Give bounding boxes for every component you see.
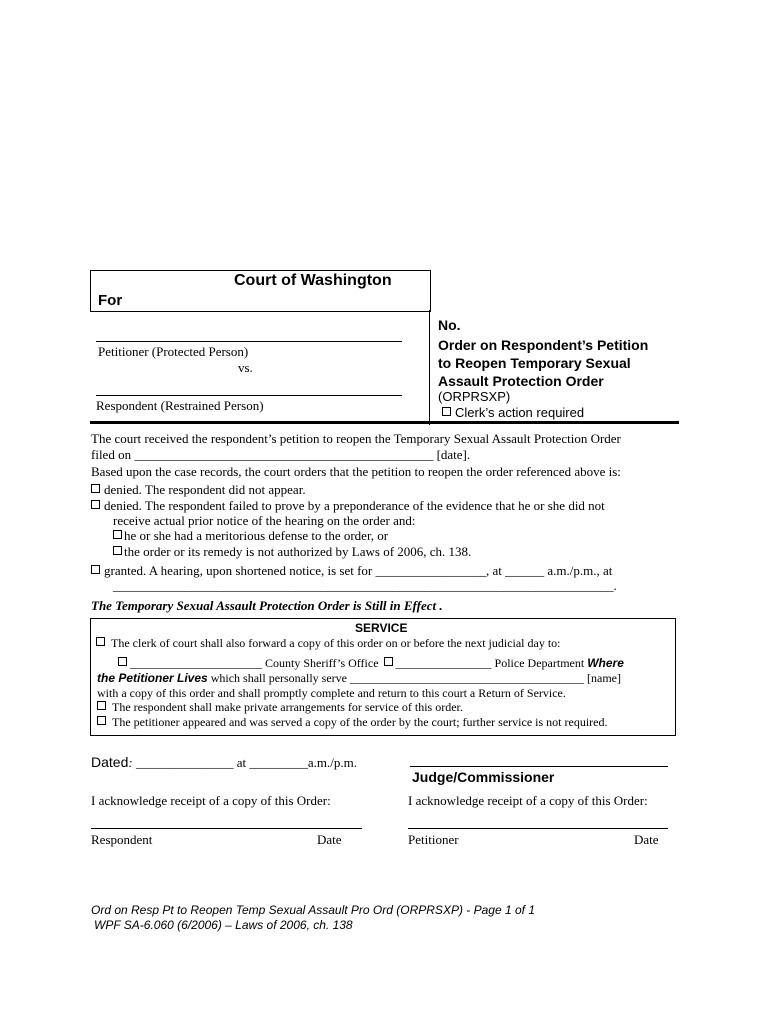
return-line: with a copy of this order and shall promptly complete and return to this court a Return of Service. [97,686,566,700]
footer-line-1: Ord on Resp Pt to Reopen Temp Sexual Assault Pro Ord (ORPRSXP) - Page 1 of 1 [91,903,535,917]
respondent-name-line [96,395,402,396]
granted-checkbox[interactable] [91,565,100,574]
granted-label: granted. A hearing, upon shortened notice, is set for _________________, at ______ a.m./p.m., at [104,563,613,578]
dated-row [91,754,357,771]
court-title: Court of Washington [234,272,392,289]
sheriff-checkbox[interactable] [118,657,127,666]
petitioner-lives-label: the Petitioner Lives [97,671,208,685]
vs-label: vs. [238,360,253,375]
respondent-date-label: Date [317,832,342,847]
granted-row [91,563,612,579]
sub-option-2-label: the order or its remedy is not authorized by Laws of 2006, ch. 138. [124,544,472,559]
granted-line-2: _____________________________________________________________________________. [113,578,617,593]
intro-line-1: The court received the respondent’s petition to reopen the Temporary Sexual Assault Protection Order [91,431,621,446]
case-number-label: No. [438,317,461,333]
order-code: (ORPRSXP) [438,389,511,404]
dated-fields: _______________ at _________a.m./p.m. [132,755,357,770]
judge-signature-line [410,766,668,767]
denied-1-checkbox[interactable] [91,484,100,493]
denied-2-line-2: receive actual prior notice of the hearing on the order and: [113,513,416,528]
petitioner-label: Petitioner (Protected Person) [98,344,249,359]
petitioner-date-label: Date [634,832,659,847]
service-heading: SERVICE [355,621,408,635]
order-title-line-1: Order on Respondent’s Petition [438,337,649,353]
denied-2-row [91,498,605,514]
sheriff-police-row [118,656,624,671]
sheriff-label: ______________________ County Sheriff’s Office [130,656,379,670]
denied-2-checkbox[interactable] [91,500,100,509]
where-label: Where [587,656,624,670]
denied-1-row [91,482,306,498]
sub-option-1-checkbox[interactable] [113,530,122,539]
ack-left: I acknowledge receipt of a copy of this Order: [91,793,331,808]
based-line: Based upon the case records, the court orders that the petition to reopen the order referenced above is: [91,464,621,479]
personally-serve-label: which shall personally serve _______________________________________ [name] [207,671,621,685]
appeared-served-label: The petitioner appeared and was served a copy of the order by the court; further service is not required. [112,715,608,729]
judge-label: Judge/Commissioner [412,769,555,785]
caption-bottom-rule [90,421,679,424]
still-in-effect-note: The Temporary Sexual Assault Protection Order is Still in Effect . [91,598,443,613]
clerk-forward-checkbox[interactable] [96,637,105,646]
clerk-forward-row [96,636,561,651]
order-title-line-2: to Reopen Temporary Sexual [438,355,631,371]
respondent-label: Respondent (Restrained Person) [96,398,264,413]
sub-option-1-row [113,528,388,544]
petitioner-name-line [96,341,402,342]
personally-serve-row [97,671,621,686]
police-checkbox[interactable] [384,657,393,666]
for-label: For [98,292,123,309]
private-arrangements-label: The respondent shall make private arrangements for service of this order. [112,700,463,714]
respondent-signature-line [91,828,362,829]
dated-colon: : [128,755,133,770]
clerk-action-label: Clerk’s action required [455,405,585,420]
sub-option-2-checkbox[interactable] [113,546,122,555]
sub-option-1-label: he or she had a meritorious defense to the order, or [124,528,389,543]
dated-label: Dated [91,754,129,770]
denied-1-label: denied. The respondent did not appear. [104,482,306,497]
caption-divider [429,310,430,425]
appeared-served-row [97,715,607,730]
intro-line-2: filed on ______________________________________________ [date]. [91,447,471,462]
private-arrangements-checkbox[interactable] [97,701,106,710]
sub-option-2-row [113,544,471,560]
clerk-action-checkbox[interactable] [442,407,451,416]
petitioner-signature-line [408,828,668,829]
denied-2-label: denied. The respondent failed to prove by a preponderance of the evidence that he or she did not [104,498,605,513]
appeared-served-checkbox[interactable] [97,716,106,725]
police-label: ________________ Police Department [395,656,585,670]
footer-line-2: WPF SA-6.060 (6/2006) – Laws of 2006, ch. 138 [94,918,353,932]
order-title-line-3: Assault Protection Order [438,373,604,389]
respondent-signature-label: Respondent [91,832,153,847]
petitioner-signature-label: Petitioner [408,832,459,847]
ack-right: I acknowledge receipt of a copy of this Order: [408,793,648,808]
private-arrangements-row [97,700,463,715]
clerk-forward-label: The clerk of court shall also forward a copy of this order on or before the next judicial day to: [111,636,561,650]
clerk-action-row [442,405,584,420]
